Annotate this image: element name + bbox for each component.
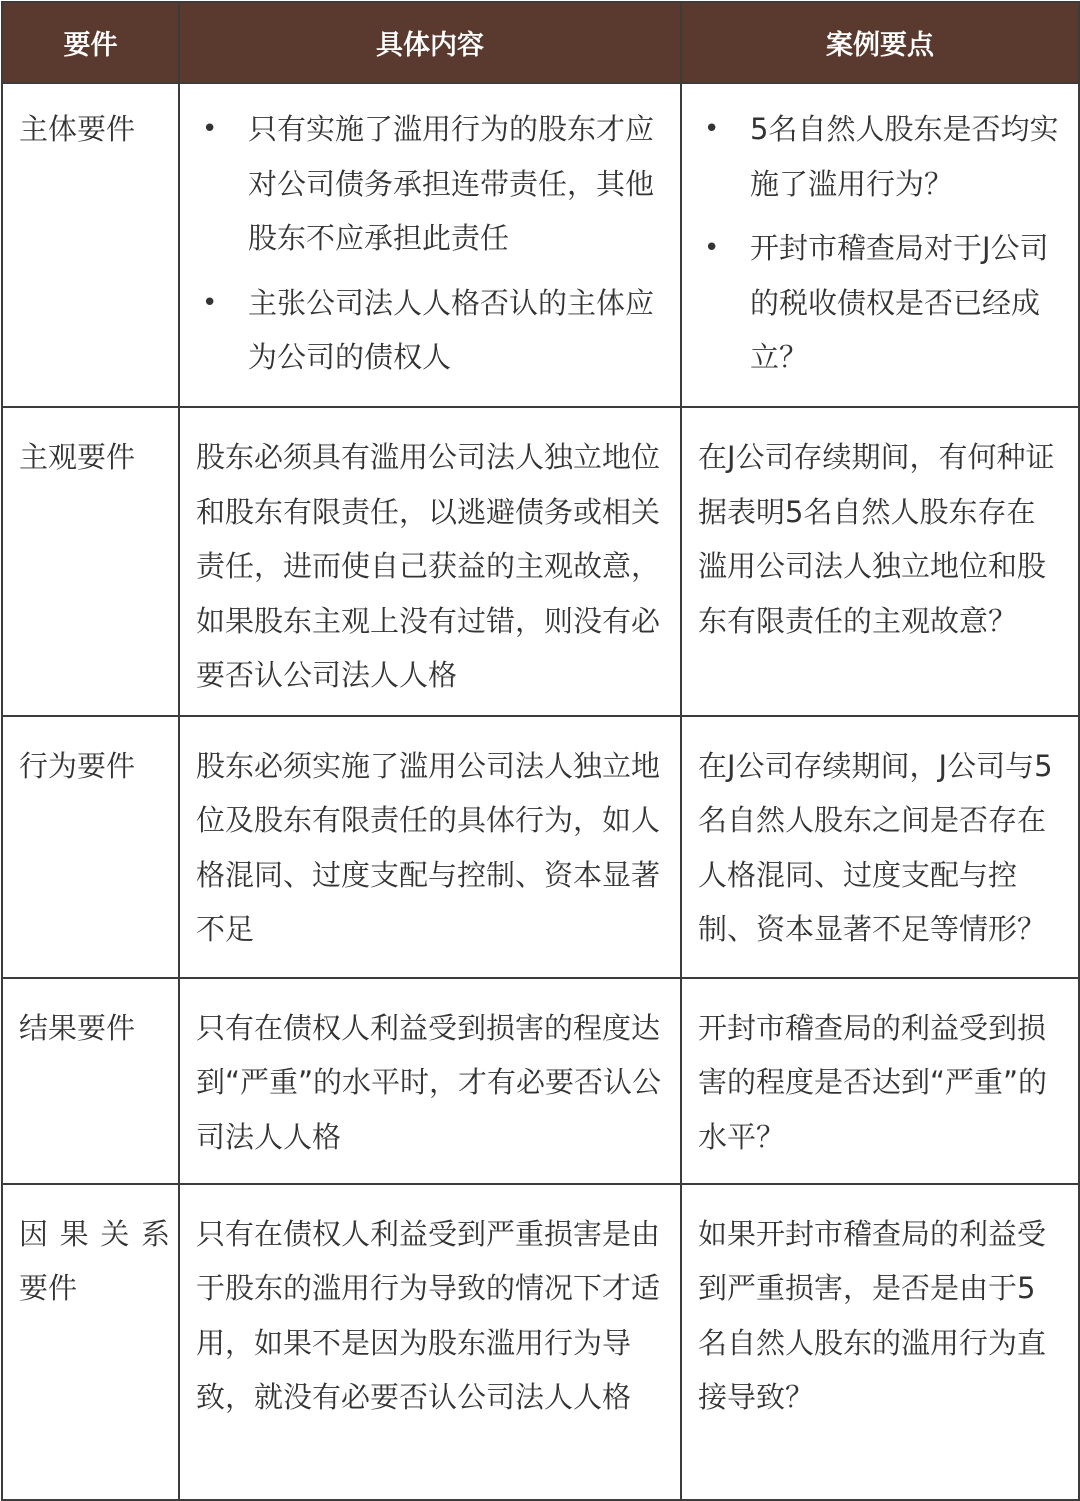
requirement-line: 因果关系 [19, 1216, 170, 1251]
content-cell: 只有在债权人利益受到损害的程度达到“严重”的水平时，才有必要否认公司法人人格 [179, 978, 681, 1184]
bullet-dot-icon: • [704, 114, 720, 144]
requirements-table-container [1, 1, 1078, 1501]
bullet-item [698, 221, 1064, 385]
bullet-item [196, 276, 666, 385]
bullet-dot-icon: • [202, 287, 218, 318]
requirement-cell: 主观要件 [2, 407, 179, 716]
content-cell: 只有在债权人利益受到严重损害是由于股东的滥用行为导致的情况下才适用，如果不是因为股东滥用行为导致，就没有必要否认公司法人人格 [179, 1184, 681, 1500]
requirements-table [1, 1, 1080, 1501]
table-row [2, 1184, 1079, 1500]
requirement-line: 要件 [19, 1271, 78, 1305]
header-content: 具体内容 [179, 2, 681, 83]
case-points-cell: 如果开封市稽查局的利益受到严重损害，是否是由于5名自然人股东的滥用行为直接导致？ [681, 1184, 1079, 1500]
case-points-cell: 在J公司存续期间，有何种证据表明5名自然人股东存在滥用公司法人独立地位和股东有限责任的主观故意？ [681, 407, 1079, 716]
content-cell: 股东必须实施了滥用公司法人独立地位及股东有限责任的具体行为，如人格混同、过度支配与控制、资本显著不足 [179, 716, 681, 978]
header-case-points: 案例要点 [681, 2, 1079, 83]
bullet-dot-icon: • [704, 233, 720, 263]
content-cell [179, 83, 681, 407]
content-cell: 股东必须具有滥用公司法人独立地位和股东有限责任，以逃避债务或相关责任，进而使自己获益的主观故意，如果股东主观上没有过错，则没有必要否认公司法人人格 [179, 407, 681, 716]
case-points-cell: 在J公司存续期间，J公司与5名自然人股东之间是否存在人格混同、过度支配与控制、资本显著不足等情形？ [681, 716, 1079, 978]
bullet-text: 开封市稽查局对于J公司的税收债权是否已经成立？ [750, 231, 1049, 374]
table-row [2, 407, 1079, 716]
bullet-dot-icon: • [202, 114, 218, 144]
content-bullet-list [196, 102, 666, 385]
case-points-cell [681, 83, 1079, 407]
bullet-item [196, 102, 666, 266]
case-points-cell: 开封市稽查局的利益受到损害的程度是否达到“严重”的水平？ [681, 978, 1079, 1184]
requirement-cell: 主体要件 [2, 83, 179, 407]
table-header-row [2, 2, 1079, 83]
table-row [2, 978, 1079, 1184]
bullet-item [698, 102, 1064, 211]
header-requirement: 要件 [2, 2, 179, 83]
bullet-text: 只有实施了滥用行为的股东才应对公司债务承担连带责任，其他股东不应承担此责任 [248, 112, 655, 255]
bullet-text: 主张公司法人人格否认的主体应为公司的债权人 [248, 285, 655, 374]
table-row [2, 83, 1079, 407]
requirement-cell [2, 1184, 179, 1500]
requirement-cell: 结果要件 [2, 978, 179, 1184]
requirement-cell: 行为要件 [2, 716, 179, 978]
bullet-text: 5名自然人股东是否均实施了滥用行为？ [750, 112, 1059, 201]
table-row [2, 716, 1079, 978]
case-bullet-list [698, 102, 1064, 385]
